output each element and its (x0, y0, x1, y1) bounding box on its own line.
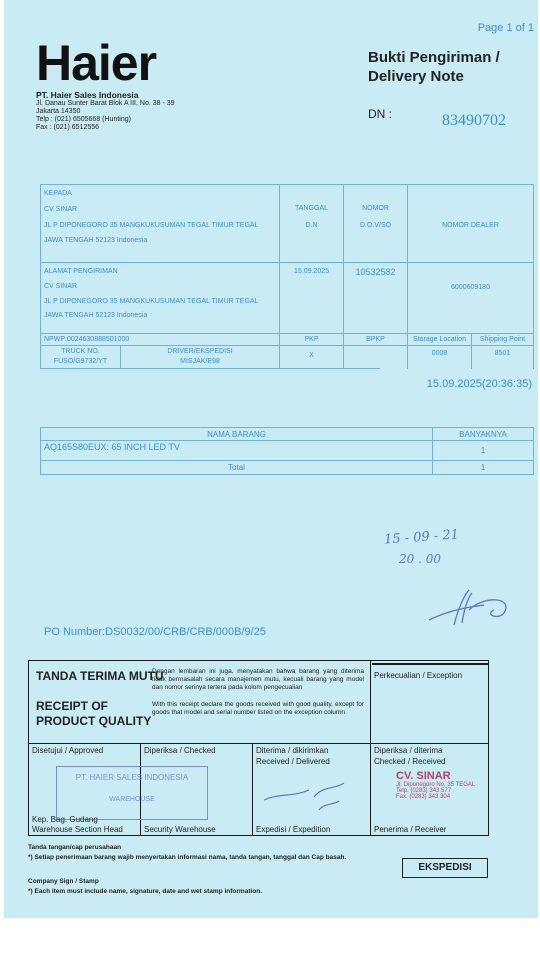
delivered-label-1: Diterima / dikirimkan (256, 746, 329, 755)
goods-name-header: NAMA BARANG (207, 430, 266, 439)
cv-stamp-address: Jl. Diponegoro No. 35 TEGAL (396, 782, 476, 788)
receipt-text: With this receipt declare the goods received with good quality, except for goods that model and serial number listed on the exception column (152, 701, 364, 716)
truck-header: TRUCK NO. (61, 348, 100, 355)
receipt-title: RECEIPT OF PRODUCT QUALITY (36, 699, 152, 728)
warehouse-head-label-1: Kep. Bag. Gudang (32, 815, 98, 824)
haier-stamp-text-2: WAREHOUSE (109, 796, 155, 803)
tanggal-value: 15.09.2025 (293, 268, 330, 275)
cv-stamp-name: CV. SINAR (396, 770, 451, 782)
security-label: Security Warehouse (144, 825, 216, 834)
haier-logo: Haier (36, 35, 157, 91)
alamat-label: ALAMAT PENGIRIMAN (44, 268, 118, 275)
goods-qty-header: BANYAKNYA (459, 430, 507, 439)
goods-total-label: Total (228, 463, 245, 472)
bpkp-header: BPKP (366, 336, 385, 343)
shipping-point-value: 8501 (494, 350, 511, 357)
alamat-name: CV SINAR (44, 283, 78, 290)
print-timestamp: 15.09.2025(20:36:35) (426, 378, 532, 390)
pkp-value: X (309, 352, 314, 359)
dn-number: 83490702 (442, 112, 506, 129)
dealer-value: 6000609180 (451, 284, 490, 291)
receiver-label: Penerima / Receiver (374, 825, 447, 834)
storage-location-value: 0008 (431, 350, 448, 357)
kepada-name: CV SINAR (44, 206, 78, 213)
footer-each-item: *) Each item must include name, signature, date and wet stamp information. (28, 888, 263, 895)
company-fax: Fax : (021) 6512556 (36, 124, 100, 131)
footer-sign-note: Tanda tangan/cap perusahaan (28, 844, 122, 851)
footer-sign-rule: *) Setiap penerimaan barang wajib menyertakan informasi nama, tanda tangan, tanggal dan Cap basah. (28, 854, 347, 861)
delivered-label-2: Received / Delivered (256, 757, 330, 766)
approved-label: Disetujui / Approved (32, 746, 104, 755)
driver-value: MISJAK/E98 (180, 358, 220, 365)
cv-stamp-fax: Fax. (0283) 343 304 (396, 794, 451, 800)
checked-label: Diperiksa / Checked (144, 746, 216, 755)
kepada-address-1: JL P DIPONEGORO 35 MANGKUKUSUMAN TEGAL TIMUR TEGAL (44, 222, 259, 229)
company-name: PT. Haier Sales Indonesia (36, 90, 139, 100)
nomor-header: NOMOR (362, 205, 389, 212)
delivery-note-sheet (4, 0, 538, 918)
handwritten-time: 20 . 00 (399, 552, 441, 566)
tanggal-header: TANGGAL (295, 205, 328, 212)
footer-company-sign: Company Sign / Stamp (28, 878, 99, 885)
doc-title-1: Bukti Pengiriman / (368, 49, 500, 66)
dovso-header: D.O.V/SO (359, 222, 392, 229)
alamat-address-1: JL P DIPONEGORO 35 MANGKUKUSUMAN TEGAL TIMUR TEGAL (44, 298, 259, 305)
pkp-header: PKP (304, 336, 319, 343)
ekspedisi-box: EKSPEDISI (402, 858, 488, 878)
po-number: PO Number:DS0032/00/CRB/CRB/000B/9/25 (44, 626, 266, 638)
received-label-1: Diperiksa / diterima (374, 746, 443, 755)
driver-header: DRIVER/EKSPEDISI (167, 348, 233, 355)
shipping-point-header: Shipping Point (479, 336, 526, 343)
npwp: NPWP:0024630888501000 (44, 336, 130, 343)
storage-location-header: Storage Location (413, 336, 466, 343)
goods-total-qty: 1 (480, 463, 486, 472)
handwritten-date: 15 - 09 - 21 (383, 527, 460, 548)
company-address-1: Jl. Danau Sunter Barat Blok A III, No. 38 - 39 (36, 100, 175, 107)
exception-label: Perkecualian / Exception (374, 671, 463, 680)
haier-warehouse-stamp (56, 766, 208, 820)
company-address-2: Jakarta 14350 (36, 108, 81, 115)
truck-value: FUSO/G9732/YT (53, 358, 108, 365)
dealer-header: NOMOR DEALER (442, 222, 499, 229)
cv-stamp-telp: Telp. (0283) 343 577 (396, 788, 452, 794)
goods-item-qty: 1 (480, 446, 486, 455)
page-number: Page 1 of 1 (477, 22, 534, 34)
tanda-terima-title: TANDA TERIMA MUTU (36, 669, 164, 683)
dn-label: DN : (368, 107, 392, 121)
doc-title-2: Delivery Note (368, 68, 464, 85)
goods-item-name: AQ165S80EUX: 65 INCH LED TV (44, 442, 180, 452)
expedition-signature (259, 775, 359, 815)
nomor-value: 10532582 (355, 267, 396, 277)
tanda-terima-text: Dengan lembaran ini juga, menyatakan bahwa barang yang diterima tidak bermasalah secara manajemen mutu, kecuali barang yang model dan nomor serinya tertera pada kolom pengecualian (152, 668, 364, 691)
warehouse-head-label-2: Warehouse Section Head (32, 825, 123, 834)
dn-header: D.N (305, 222, 318, 229)
received-label-2: Checked / Received (374, 757, 446, 766)
signature-mark (424, 585, 534, 630)
haier-stamp-text: PT. HAIER SALES INDONESIA (75, 773, 189, 782)
company-telp: Telp : (021) 6505668 (Hunting) (36, 116, 131, 123)
kepada-address-2: JAWA TENGAH 52123 Indonesia (44, 237, 148, 244)
cv-sinar-stamp (396, 770, 475, 800)
expedition-label: Expedisi / Expedition (256, 825, 331, 834)
kepada-label: KEPADA (44, 190, 72, 197)
alamat-address-2: JAWA TENGAH 52123 Indonesia (44, 312, 148, 319)
